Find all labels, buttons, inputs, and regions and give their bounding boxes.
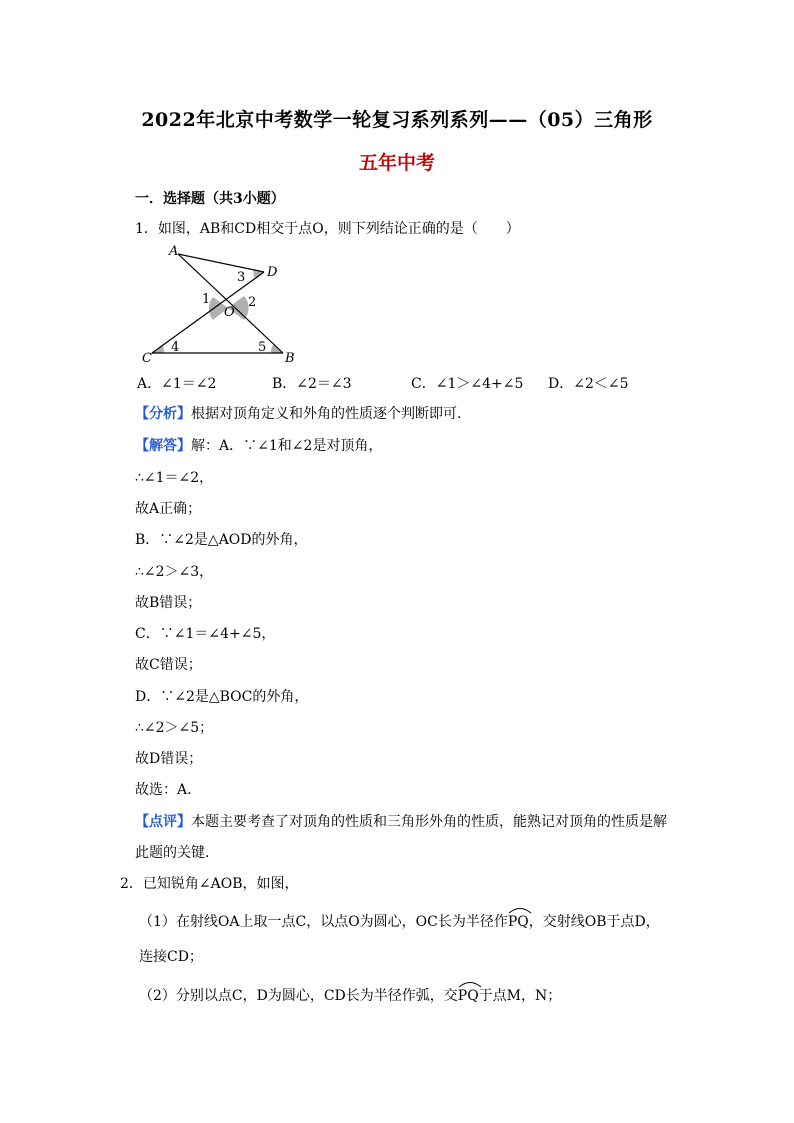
label-angle5: 5 [258, 340, 267, 355]
analysis-text: 根据对顶角定义和外角的性质逐个判断即可． [191, 406, 471, 422]
label-o: O [224, 305, 235, 320]
q2-step1-text-a: （1）在射线OA上取一点C，以点O为圆心，OC长为半径作 [139, 914, 508, 930]
q1-solution-line-9: D．∵∠2是△BOC的外角， [135, 689, 309, 705]
q1-solution-line-4: B．∵∠2是△AOD的外角， [135, 532, 308, 548]
label-a: A [169, 244, 179, 259]
q2-step2 [139, 985, 561, 1005]
arc-mark-icon [508, 906, 532, 914]
q1-solution-line-11: 故D错误； [135, 751, 203, 767]
solution-tag: 【解答】 [135, 438, 191, 454]
q1-option-b: B．∠2＝∠3 [272, 376, 352, 392]
section-heading: 一．选择题（共3小题） [135, 191, 285, 207]
q1-solution-line-10: ∴∠2＞∠5； [135, 720, 214, 736]
label-angle4: 4 [171, 340, 180, 355]
label-c: C [142, 351, 152, 366]
q1-figure [140, 240, 305, 370]
arc-mark-icon [458, 980, 482, 988]
q1-solution-line-6: 故B错误； [135, 595, 202, 611]
doc-subtitle: 五年中考 [358, 152, 435, 174]
comment-tag: 【点评】 [135, 814, 191, 830]
q1-analysis [135, 403, 471, 423]
comment-text-1: 本题主要考查了对顶角的性质和三角形外角的性质，能熟记对顶角的性质是解 [191, 814, 667, 830]
q2-step1-text-b: ，交射线OB于点D， [528, 914, 660, 930]
q2-step1 [139, 911, 660, 931]
q1-comment-line-2: 此题的关键． [135, 845, 219, 861]
q1-comment [135, 811, 667, 831]
q1-option-a: A．∠1＝∠2 [137, 376, 217, 392]
q1-solution-line-5: ∴∠2＞∠3， [135, 564, 214, 580]
arc-pq-2: PQ [458, 988, 479, 1004]
q1-solution-line-12: 故选：A． [135, 782, 202, 798]
q2-step2-text-b: 于点M，N； [478, 988, 562, 1004]
q1-solution-line-1 [135, 435, 382, 455]
q1-stem: 1．如图，AB和CD相交于点O，则下列结论正确的是（ ） [135, 221, 520, 237]
q1-solution-line-2: ∴∠1＝∠2， [135, 470, 214, 486]
q2-stem: 2．已知锐角∠AOB，如图， [120, 876, 299, 892]
analysis-tag: 【分析】 [135, 406, 191, 422]
q2-step2-text-a: （2）分别以点C，D为圆心，CD长为半径作弧，交 [139, 988, 458, 1004]
q1-option-c: C．∠1＞∠4+∠5 [411, 376, 524, 392]
arc-pq-1: PQ [508, 914, 529, 930]
q2-step1-line-2: 连接CD； [139, 949, 203, 965]
q1-solution-line-3: 故A正确； [135, 501, 202, 517]
label-d: D [267, 265, 278, 280]
doc-title: 2022年北京中考数学一轮复习系列系列——（05）三角形 [141, 109, 653, 131]
label-b: B [285, 351, 295, 366]
q1-solution-line-7: C．∵∠1＝∠4+∠5， [135, 626, 276, 642]
label-angle2: 2 [248, 295, 257, 310]
q1-option-d: D．∠2＜∠5 [548, 376, 629, 392]
label-angle3: 3 [237, 270, 246, 285]
label-angle1: 1 [202, 292, 211, 307]
solution-text-1: 解：A．∵∠1和∠2是对顶角， [191, 438, 383, 454]
q1-solution-line-8: 故C错误； [135, 657, 202, 673]
segment-ad [178, 254, 264, 272]
